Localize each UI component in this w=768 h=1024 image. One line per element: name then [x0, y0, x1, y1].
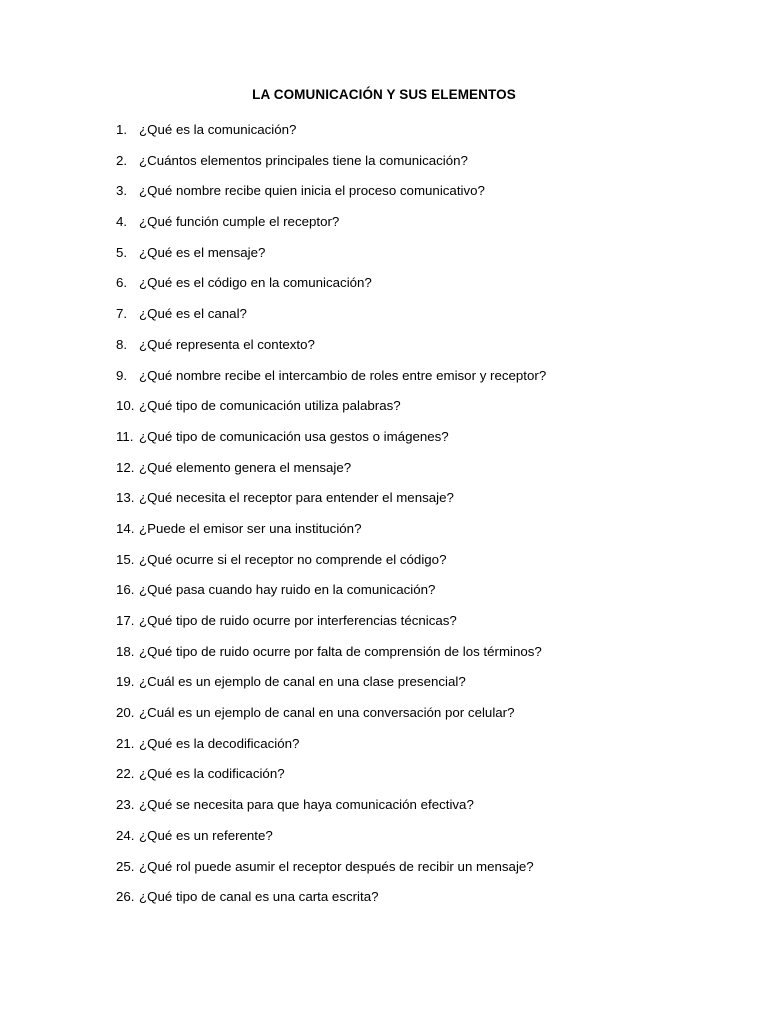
question-item	[116, 519, 716, 550]
question-item	[116, 580, 716, 611]
question-item	[116, 396, 716, 427]
question-text: ¿Qué es el canal?	[139, 306, 247, 322]
question-number: 26.	[116, 889, 135, 905]
question-text: ¿Qué nombre recibe el intercambio de roles entre emisor y receptor?	[139, 367, 547, 383]
question-text: ¿Qué es el mensaje?	[139, 244, 266, 260]
question-number: 4.	[116, 214, 128, 230]
question-item	[116, 703, 716, 734]
question-item	[116, 857, 716, 888]
question-item	[116, 181, 716, 212]
question-item	[116, 642, 716, 673]
question-number: 3.	[116, 183, 128, 199]
question-item	[116, 672, 716, 703]
question-list	[116, 120, 716, 918]
question-item	[116, 335, 716, 366]
question-item	[116, 458, 716, 489]
question-text: ¿Qué se necesita para que haya comunicación efectiva?	[139, 797, 474, 813]
question-number: 11.	[116, 428, 134, 444]
question-item	[116, 764, 716, 795]
question-number: 6.	[116, 275, 128, 291]
question-text: ¿Qué necesita el receptor para entender el mensaje?	[139, 490, 454, 506]
question-number: 1.	[116, 122, 128, 137]
document-title: LA COMUNICACIÓN Y SUS ELEMENTOS	[252, 87, 516, 102]
question-text: ¿Qué es el código en la comunicación?	[139, 275, 372, 291]
question-text: ¿Qué tipo de comunicación usa gestos o imágenes?	[139, 428, 449, 444]
question-text: ¿Qué representa el contexto?	[139, 336, 315, 352]
question-number: 7.	[116, 306, 128, 322]
question-text: ¿Cuál es un ejemplo de canal en una conversación por celular?	[139, 705, 515, 721]
question-number: 16.	[116, 582, 135, 598]
question-text: ¿Qué es un referente?	[139, 827, 273, 843]
question-item	[116, 550, 716, 581]
question-text: ¿Qué es la codificación?	[139, 766, 285, 782]
question-number: 13.	[116, 490, 135, 506]
question-number: 20.	[116, 705, 135, 721]
question-item	[116, 427, 716, 458]
question-text: ¿Qué tipo de ruido ocurre por interferencias técnicas?	[139, 613, 457, 628]
question-text: ¿Qué tipo de canal es una carta escrita?	[139, 889, 379, 905]
question-text: ¿Qué pasa cuando hay ruido en la comunicación?	[139, 582, 436, 598]
question-item	[116, 212, 716, 243]
question-item	[116, 243, 716, 274]
question-number: 17.	[116, 613, 135, 628]
question-number: 9.	[116, 367, 128, 383]
question-number: 18.	[116, 643, 135, 659]
question-item	[116, 795, 716, 826]
question-number: 10.	[116, 398, 135, 414]
question-number: 21.	[116, 735, 135, 751]
question-text: ¿Qué rol puede asumir el receptor después de recibir un mensaje?	[139, 858, 534, 874]
question-item	[116, 488, 716, 519]
question-text: ¿Qué nombre recibe quien inicia el proceso comunicativo?	[139, 183, 485, 199]
question-item	[116, 304, 716, 335]
question-number: 19.	[116, 674, 135, 690]
question-number: 15.	[116, 551, 135, 567]
question-item	[116, 734, 716, 765]
question-text: ¿Qué es la decodificación?	[139, 735, 300, 751]
question-text: ¿Qué ocurre si el receptor no comprende el código?	[139, 551, 447, 567]
question-text: ¿Qué tipo de comunicación utiliza palabras?	[139, 398, 401, 414]
question-text: ¿Puede el emisor ser una institución?	[139, 520, 362, 536]
question-text: ¿Cuántos elementos principales tiene la comunicación?	[139, 152, 468, 168]
question-item	[116, 826, 716, 857]
question-text: ¿Qué función cumple el receptor?	[139, 214, 340, 230]
question-item	[116, 151, 716, 182]
question-item	[116, 120, 716, 151]
question-text: ¿Cuál es un ejemplo de canal en una clase presencial?	[139, 674, 466, 690]
question-number: 8.	[116, 336, 128, 352]
question-number: 23.	[116, 797, 135, 813]
question-number: 2.	[116, 152, 128, 168]
question-item	[116, 887, 716, 918]
question-text: ¿Qué tipo de ruido ocurre por falta de comprensión de los términos?	[139, 643, 542, 659]
question-text: ¿Qué elemento genera el mensaje?	[139, 459, 352, 475]
question-number: 5.	[116, 244, 128, 260]
question-text: ¿Qué es la comunicación?	[139, 122, 297, 137]
question-number: 24.	[116, 827, 135, 843]
question-number: 22.	[116, 766, 135, 782]
question-item	[116, 273, 716, 304]
question-item	[116, 611, 716, 642]
question-number: 25.	[116, 858, 135, 874]
question-number: 14.	[116, 520, 135, 536]
question-number: 12.	[116, 459, 135, 475]
question-item	[116, 366, 716, 397]
